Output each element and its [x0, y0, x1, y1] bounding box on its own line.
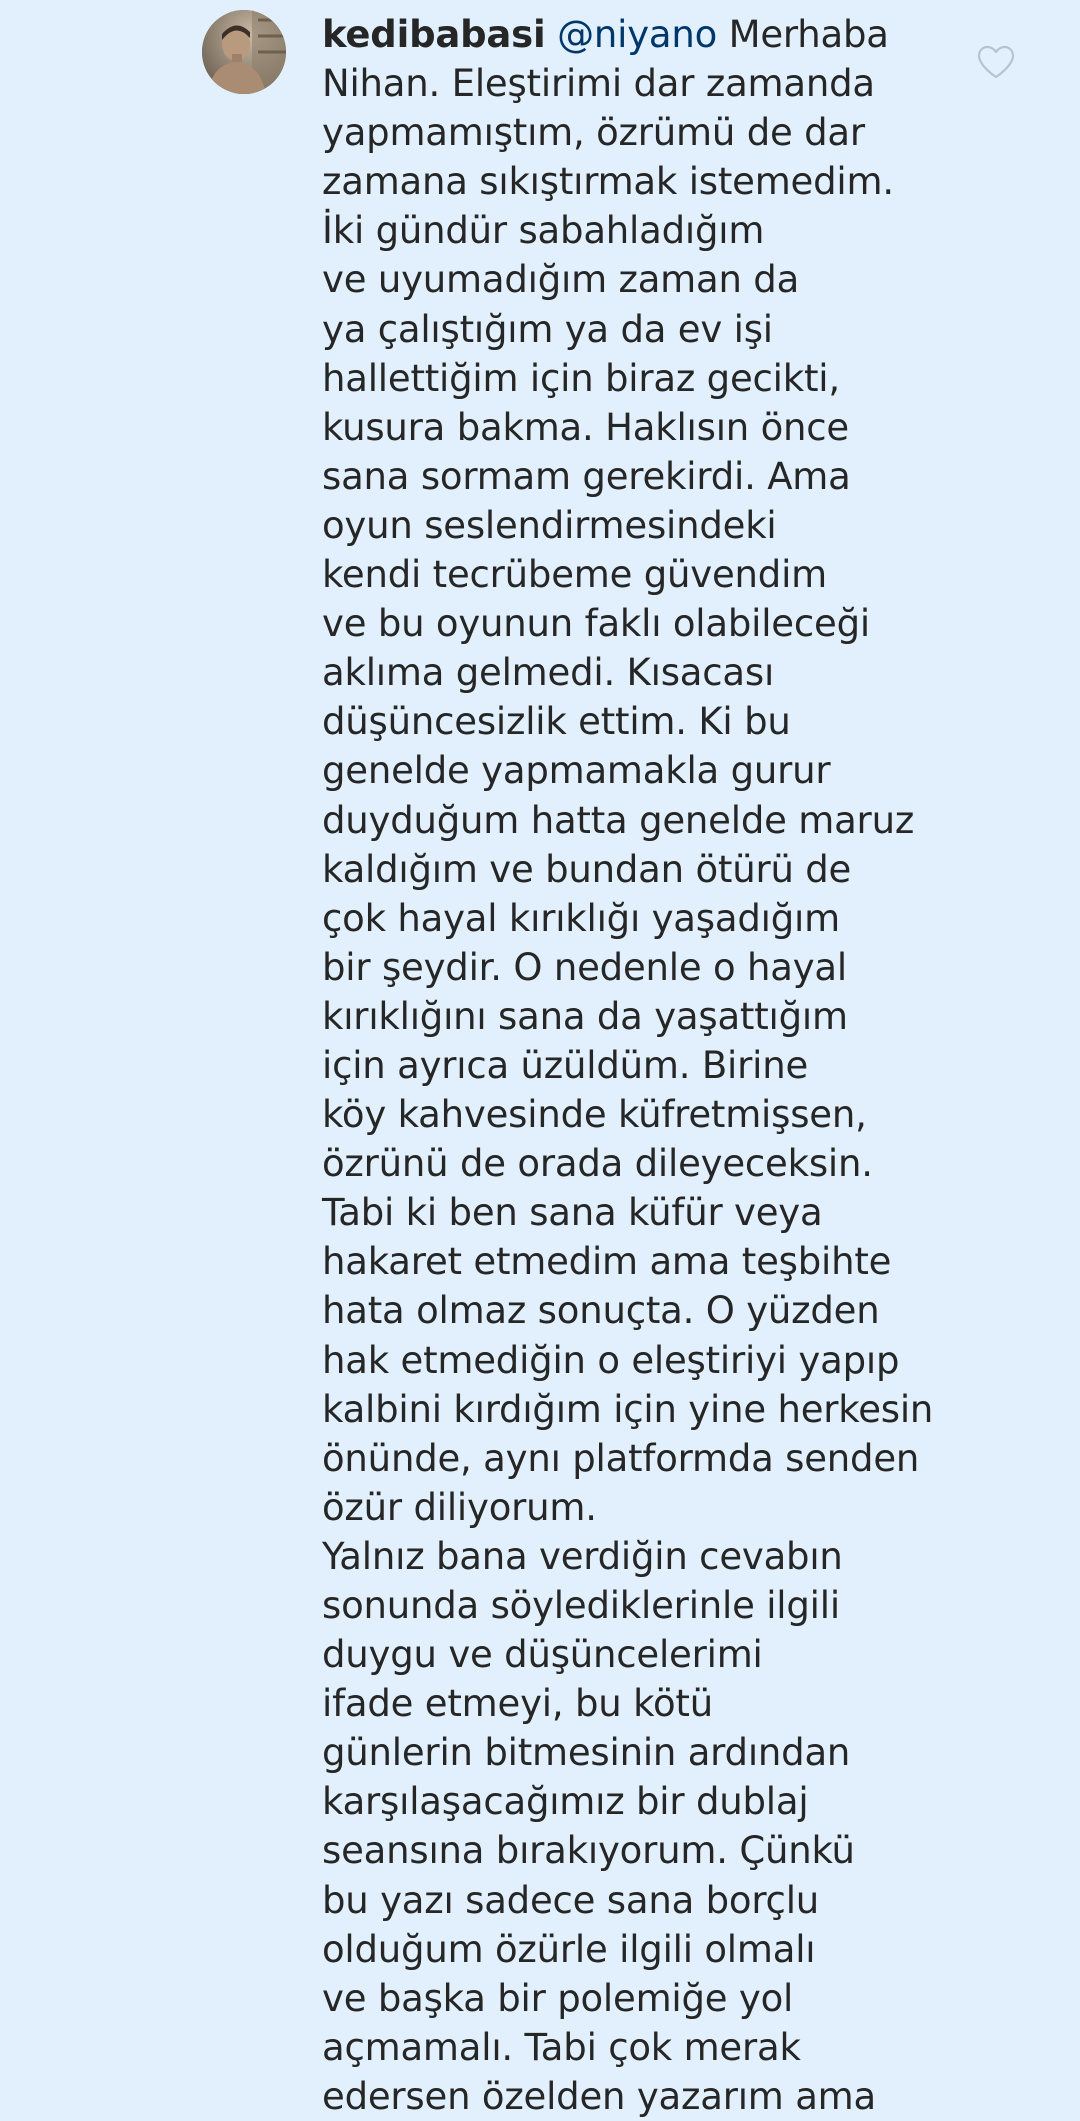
comment-line: kusura bakma. Haklısın önce — [322, 405, 849, 449]
comment-line: ya çalıştığım ya da ev işi — [322, 307, 773, 351]
comment-line: olduğum özürle ilgili olmalı — [322, 1927, 816, 1971]
comment-line: Merhaba — [728, 13, 889, 56]
comment-line: özür diliyorum. — [322, 1485, 597, 1529]
comment-line: hakaret etmedim ama teşbihte — [322, 1240, 892, 1284]
comment-line: İki gündür sabahladığım — [322, 209, 765, 253]
comment-line: Tabi ki ben sana küfür veya — [322, 1191, 823, 1235]
comment-text — [322, 10, 962, 2121]
comment-line: sonunda söylediklerinle ilgili — [322, 1584, 840, 1627]
comment-line: köy kahvesinde küfretmişsen, — [322, 1093, 867, 1137]
username-link[interactable]: kedibabasi — [322, 13, 546, 56]
comment-line: kırıklığını sana da yaşattığım — [322, 994, 848, 1038]
comment-line: için ayrıca üzüldüm. Birine — [322, 1043, 809, 1087]
comment-line: kalbini kırdığım için yine herkesin — [322, 1387, 934, 1431]
comment-line: günlerin bitmesinin ardından — [322, 1731, 851, 1775]
comment-line: ve uyumadığım zaman da — [322, 258, 800, 302]
comment-line: düşüncesizlik ettim. Ki bu — [322, 700, 791, 744]
comment-line: kendi tecrübeme güvendim — [322, 553, 827, 597]
comment-line: sana sormam gerekirdi. Ama — [322, 454, 851, 498]
comment-line: ve bu oyunun faklı olabileceği — [322, 602, 870, 646]
comment-line: ve başka bir polemiğe yol — [322, 1976, 794, 2020]
comment-line: açmamalı. Tabi çok merak — [322, 2025, 801, 2069]
comment-line: bir şeydir. O nedenle o hayal — [322, 945, 847, 989]
mention-link[interactable]: @niyano — [557, 13, 718, 56]
comment-first-line — [322, 10, 962, 59]
comment-line: özrünü de orada dileyeceksin. — [322, 1142, 873, 1186]
comment-line: genelde yapmamakla gurur — [322, 749, 831, 793]
comment-line: oyun seslendirmesindeki — [322, 503, 777, 547]
avatar[interactable] — [202, 10, 286, 94]
profile-photo-icon — [202, 10, 286, 94]
comment-line: hallettiğim için biraz gecikti, — [322, 356, 840, 400]
comment-line: seansına bırakıyorum. Çünkü — [322, 1829, 855, 1873]
comment-line: karşılaşacağımız bir dublaj — [322, 1780, 809, 1824]
comment-line: Nihan. Eleştirimi dar zamanda — [322, 62, 875, 106]
comment-line: aklıma gelmedi. Kısacası — [322, 651, 775, 695]
comment-line: hata olmaz sonuçta. O yüzden — [322, 1289, 880, 1333]
comment-line: yapmamıştım, özrümü de dar — [322, 111, 865, 155]
comment-line: edersen özelden yazarım ama — [322, 2074, 876, 2118]
comment-line: duygu ve düşüncelerimi — [322, 1633, 763, 1677]
comment-line: Yalnız bana verdiğin cevabın — [322, 1534, 843, 1578]
comment-line: duyduğum hatta genelde maruz — [322, 798, 915, 842]
heart-outline-icon[interactable] — [976, 44, 1016, 80]
comment-line: bu yazı sadece sana borçlu — [322, 1878, 820, 1922]
comment-line: ifade etmeyi, bu kötü — [322, 1682, 713, 1726]
comment-line: kaldığım ve bundan ötürü de — [322, 847, 852, 891]
comment-line: çok hayal kırıklığı yaşadığım — [322, 896, 840, 940]
comment-line: zamana sıkıştırmak istemedim. — [322, 160, 894, 204]
comment-line: önünde, aynı platformda senden — [322, 1436, 920, 1480]
comment-line: hak etmediğin o eleştiriyi yapıp — [322, 1338, 900, 1382]
